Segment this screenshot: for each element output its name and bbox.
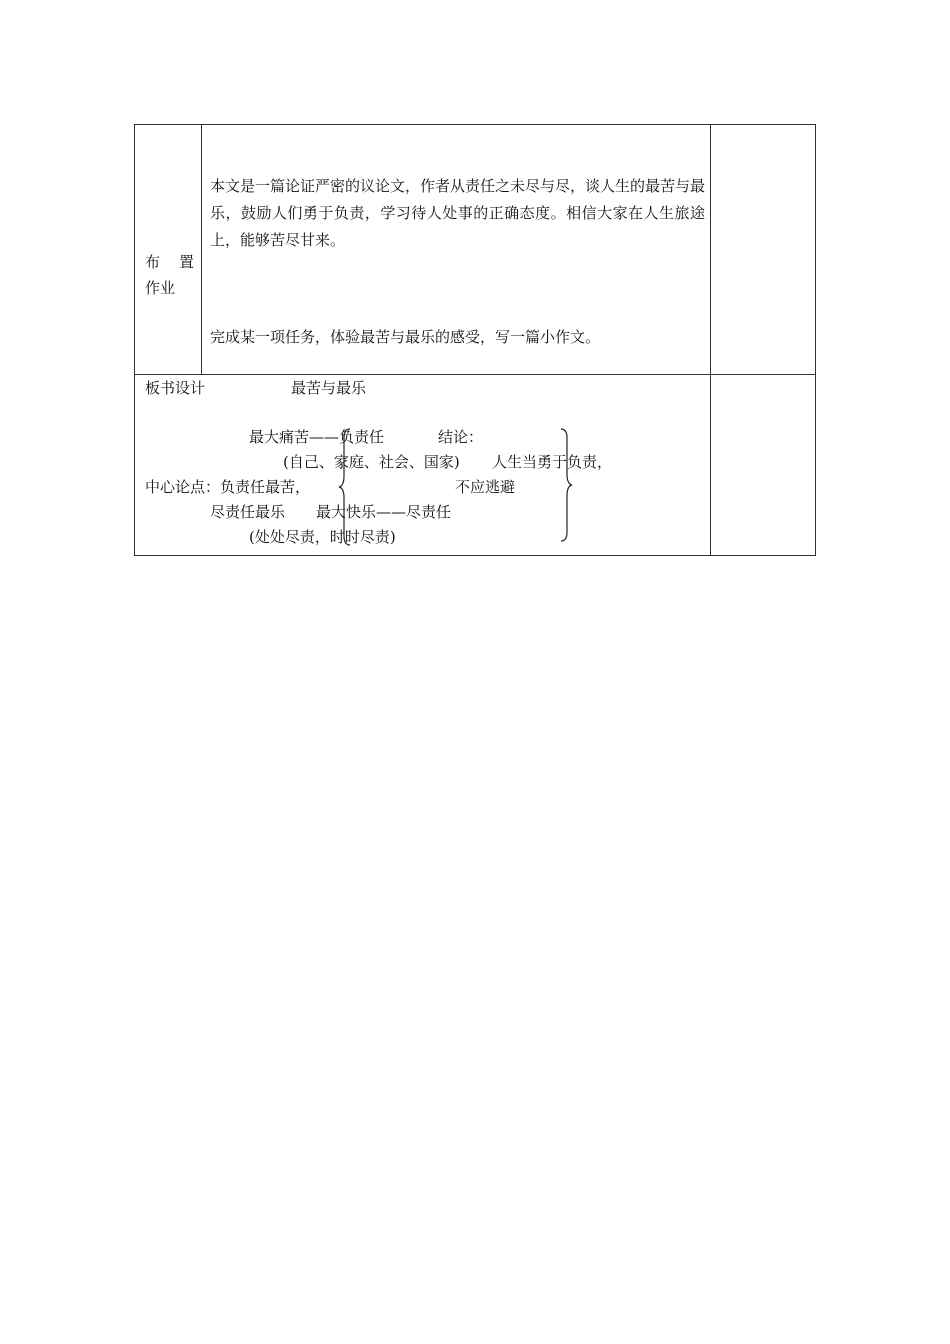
board-central-point: 中心论点：负责任最苦， (145, 478, 311, 496)
table-row-divider (134, 374, 816, 375)
homework-label-line1: 布 置 (145, 253, 197, 271)
board-conclusion-label: 结论： (438, 428, 484, 446)
table-right-border (815, 124, 816, 556)
label-column-divider (201, 124, 202, 375)
board-pain-note: (自己、家庭、社会、国家) (283, 453, 460, 471)
right-brace-icon (560, 428, 574, 542)
board-title: 最苦与最乐 (291, 379, 367, 397)
board-joy-note: (处处尽责，时时尽责) (249, 528, 396, 546)
board-conclusion-line1: 人生当勇于负责， (492, 453, 613, 471)
board-conclusion-line2: 不应逃避 (455, 478, 516, 496)
table-bottom-border (134, 555, 816, 556)
homework-label-line2: 作业 (145, 279, 176, 297)
table-left-border (134, 124, 135, 556)
table-top-border (134, 124, 816, 125)
notes-column-divider (710, 124, 711, 556)
homework-summary-paragraph: 本文是一篇论证严密的议论文，作者从责任之未尽与尽，谈人生的最苦与最乐，鼓励人们勇于负责，学习待人处事的正确态度。相信大家在人生旅途上，能够苦尽甘来。 (210, 177, 706, 249)
board-line-greatest-joy: 最大快乐——尽责任 (316, 503, 452, 521)
board-joy-left: 尽责任最乐 (210, 503, 286, 521)
homework-task: 完成某一项任务，体验最苦与最乐的感受，写一篇小作文。 (210, 328, 601, 346)
board-design-label: 板书设计 (145, 379, 206, 397)
board-line-greatest-pain: 最大痛苦——负责任 (249, 428, 385, 446)
left-brace-icon (338, 428, 352, 546)
